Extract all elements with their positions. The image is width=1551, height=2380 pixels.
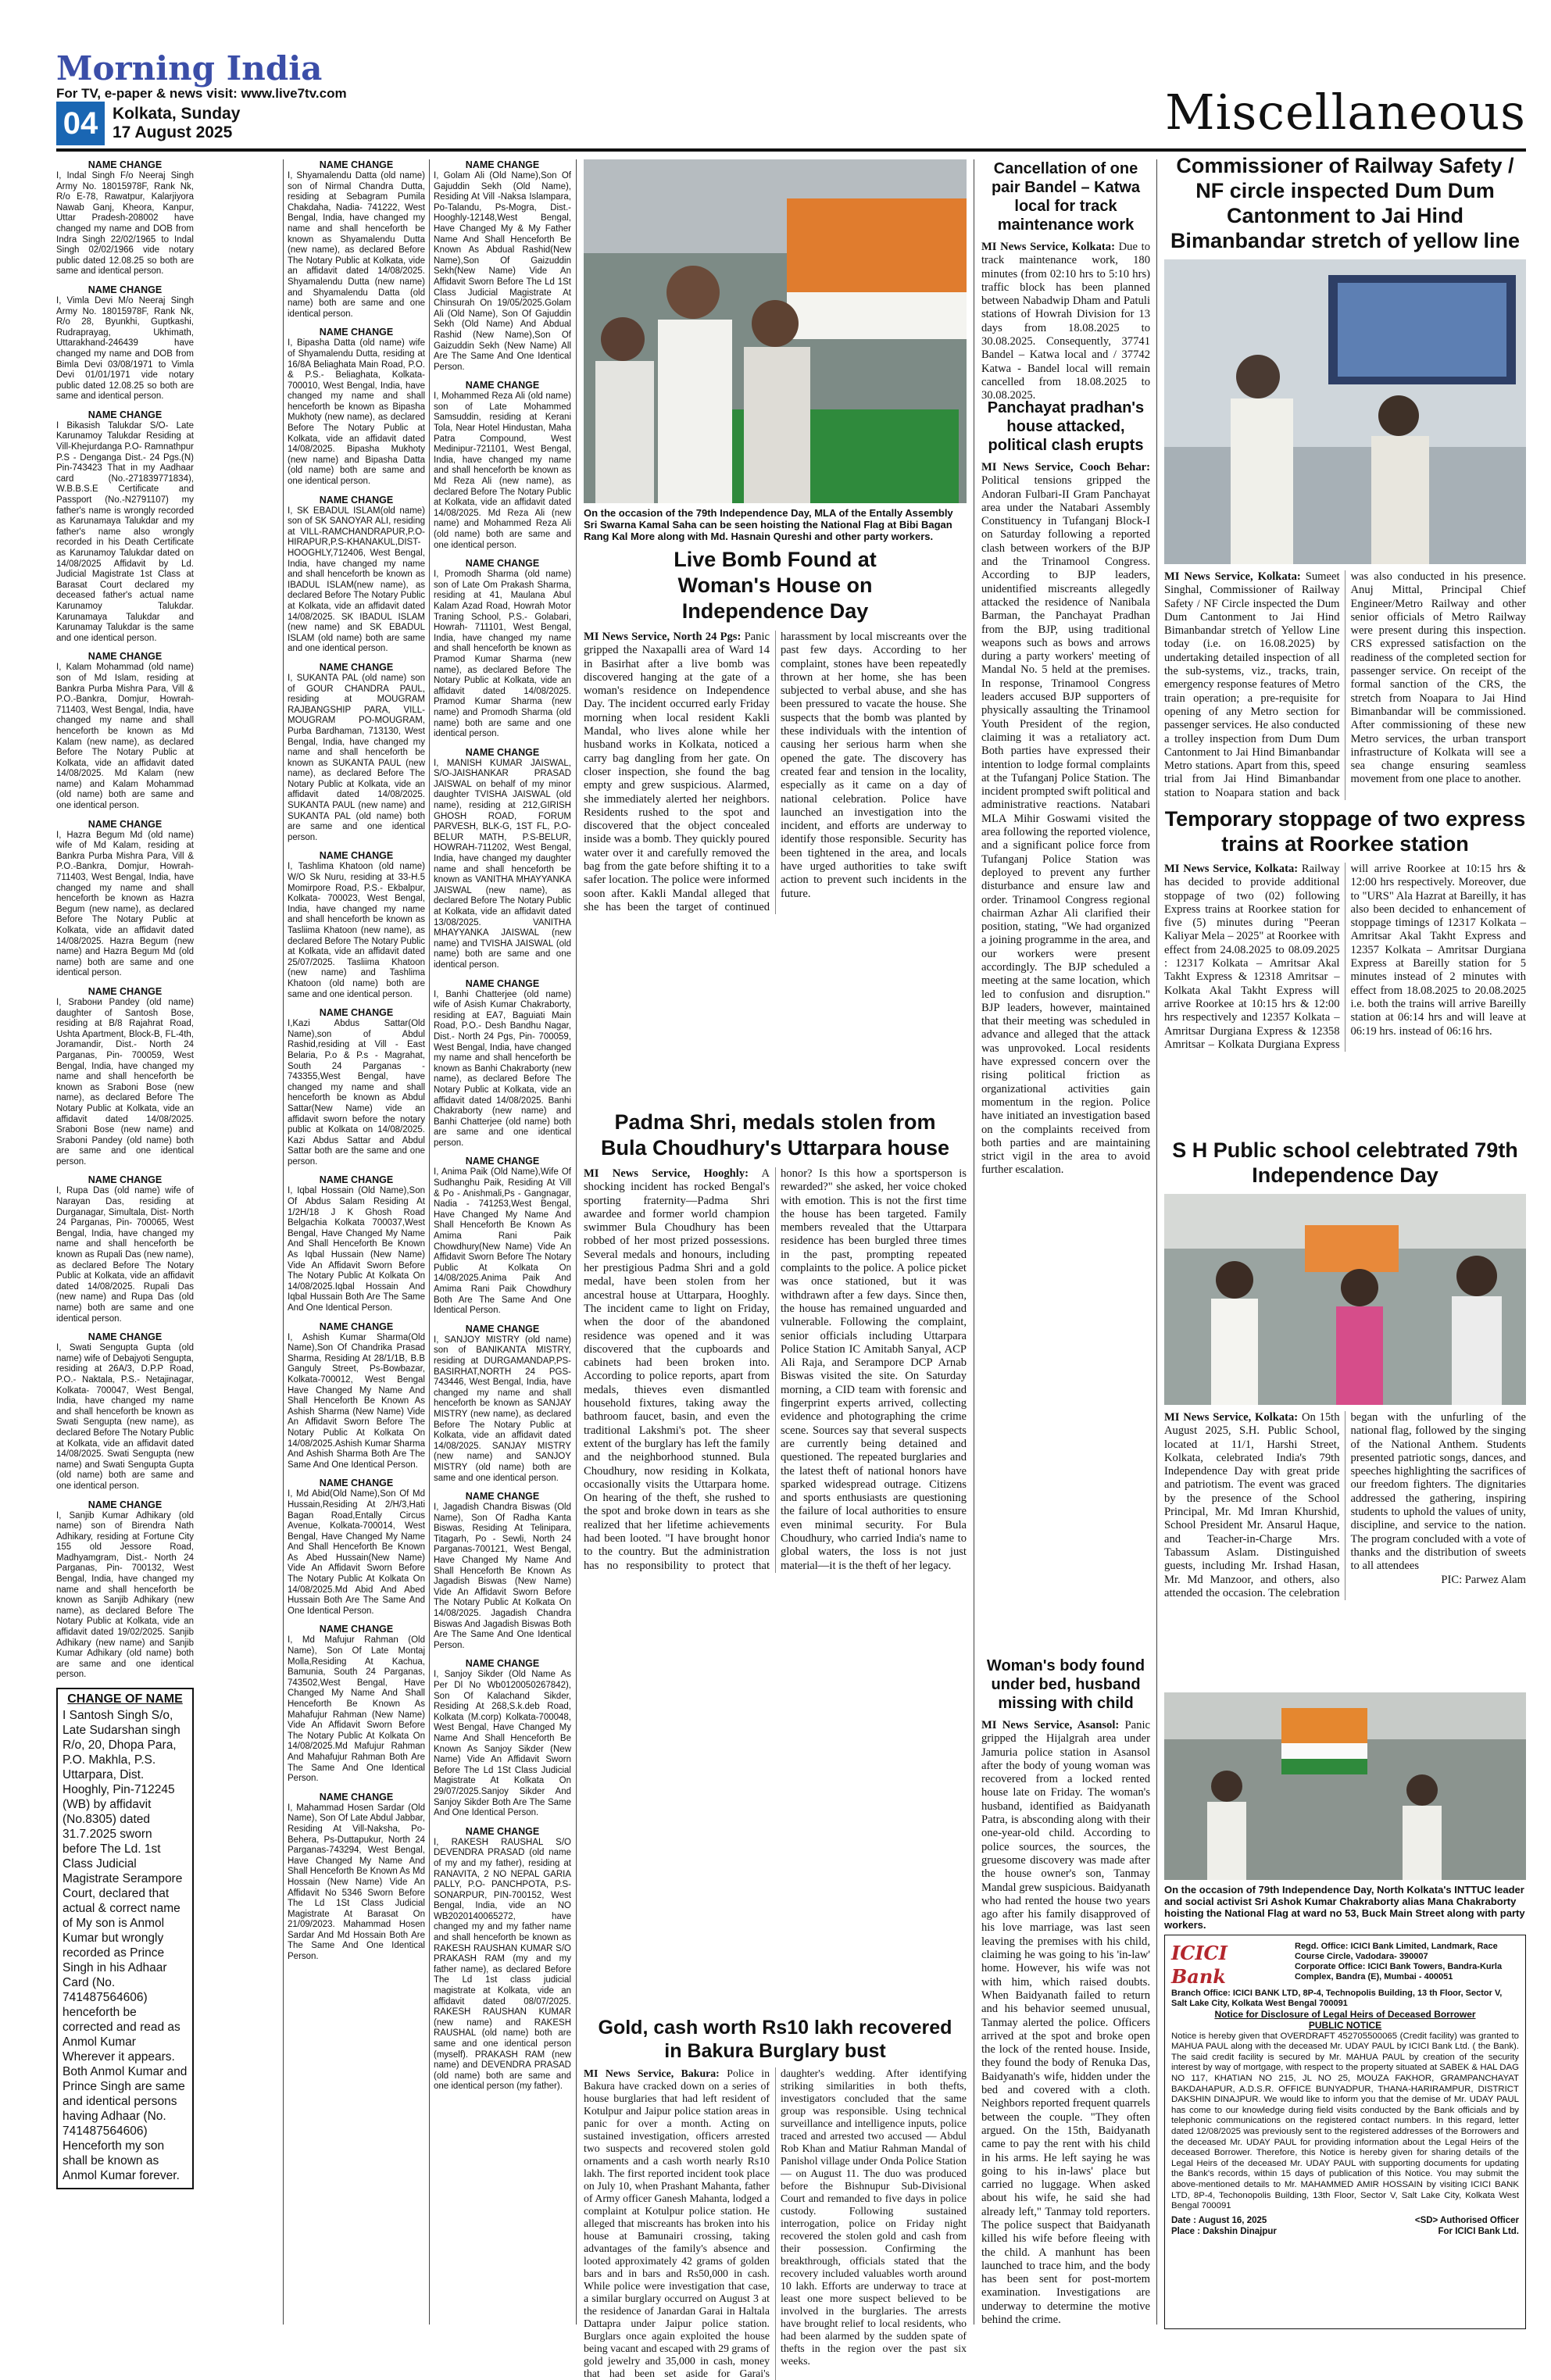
name-change-notice [56, 159, 194, 277]
headline: Live Bomb Found at Woman's House on Independence Day [674, 548, 877, 623]
box-heading: CHANGE OF NAME [67, 1692, 183, 1706]
name-change-notice [288, 159, 425, 320]
byline: MI News Service, Hooghly: [584, 1167, 749, 1180]
notice-heading: NAME CHANGE [88, 1499, 163, 1510]
article-roorkee-trains [1164, 806, 1526, 1135]
article-gold-cash [584, 2016, 967, 2379]
article-body [1164, 1411, 1526, 1600]
name-change-notice [434, 380, 571, 551]
notice-heading: NAME CHANGE [465, 558, 540, 570]
notice-date: Date : August 16, 2025 [1171, 2215, 1267, 2225]
notice-heading: NAME CHANGE [465, 1658, 540, 1670]
photo-1-block [584, 159, 967, 542]
icici-bank-notice [1164, 1935, 1526, 2329]
notice-text: I, Ashish Kumar Sharma(Old Name),Son Of Chandrika Prasad Sharma, Residing At 28/1/1B, B.B Ganguly Street, Ps-Bowbazar, Kolkata-700012, West Bengal Have Changed My Name And Shall Henceforth Be Known As Ashish Sharma (New Name) Vide An Affidavit Sworn Before The Notary Public At Kolkata On 14/08/2025.Ashish Kumar Sharma And Ashish Sharma Both Are The Same And One Identical Person. [288, 1332, 425, 1470]
notice-subtitle: PUBLIC NOTICE [1308, 2020, 1382, 2032]
column-rule [429, 159, 430, 2325]
notice-body: Notice is hereby given that OVERDRAFT 452705500065 (Credit facility) was granted to MAHUA PAUL along with the deceased Mr. UDAY PAUL by ICICI Bank Ltd. ( the Bank). The said credit facility is secured by Mr. MAHUA PAUL by creation of the security interest by way of mortgage, with respect to the property situated at SABEK & HAL DAG NO 117, KHATIAN NO 215, JL NO 25, MOUZA FAKHOR, GRAMPANCHAYAT BAKDAHAPUR, A.D.S.R. OFFICE BUNYADPUR, THANA-HARIRAMPUR, DISTRICT DAKSHIN DINAJPUR. We would like to inform you that the demise of Mr. UDAY PAUL has come to our knowledge during field visits conducted by the Bank officials and by telephonic communications on the registered contact numbers. In this regard, letter dated 12/08/2025 was previously sent to the registered addresses of the Borrowers and the deceased Mr. UDAY PAUL for providing information about the Legal Heirs of the deceased Borrower. Therefore, this Notice is hereby given for sharing details of the Legal Heirs of the deceased Mr. UDAY PAUL with supporting documents for updating the Bank's records, within 15 days of publication of this Notice. You may submit the above-mentioned details to Mr. MAHAMMED AMIR HOSSAIN by visiting ICICI BANK LTD, 8P-4, Techonopolis Building, 13th Floor, Sector V, Salt Lake City, Kolkata West Bengal 700091 [1171, 2031, 1519, 2211]
corp-office: Corporate Office: ICICI Bank Towers, Bandra-Kurla Complex, Bandra (E), Mumbai - 400051 [1295, 1962, 1503, 1982]
notice-heading: NAME CHANGE [88, 284, 163, 295]
article-padma-shri [584, 1110, 967, 2008]
article-text: Sumeet Singhal, Commissioner of Railway Safety / NF Circle inspected the Dum Dum Cantonment to Jai Hind Bimanbandar stretch of Yellow Line today (i.e. on 16.08.2025) by undertaking detailed inspection of all the sub-systems, viz., tracks, train, emergency response features of Metro train operation; a pre-requisite for opening of any Metro section for passenger services. He also conducted a trolley inspection from Dum Dum Cantonment to Jai Hind Bimanbandar Metro stations. Apart from this, speed trial from Jai Hind Bimanbandar station to Noapara station and back was also conducted in his presence. Anuj Mittal, Principal Chief Engineer/Metro Railway and other senior officials of Metro Railway were present during this inspection. CRS expressed satisfaction on the readiness of the completed section for passenger service. On receipt of the formal sanction of the CRS, the stretch from Noapara to Jai Hind Bimanbandar will be commissioned. After commissioning of these new Metro services, the urban transport infrastructure of Kolkata will see a sea change ensuring seamless movement from one place to another. [1164, 570, 1526, 799]
notices-column-2 [288, 159, 425, 2323]
box-text: I Santosh Singh S/o, Late Sudarshan singh R/o, 20, Dhopa Para, P.O. Makhla, P.S. Uttarpara, Dist. Hooghly, Pin-712245 (WB) by affidavit (No.8305) dated 31.7.2025 sworn before The Ld. 1st Class Judicial Magistrate Serampore Court, declared that actual & correct name of My son is Anmol Kumar but wrongly recorded as Prince Singh in his Adhaar Card (No. 741487564606) henceforth be corrected and read as Anmol Kumar Wherever it appears. Both Anmol Kumar and Prince Singh are same and identical persons having Adhaar (No. 741487564606) Henceforth my son shall be known as Anmol Kumar forever. [63, 1708, 188, 2182]
notice-text: I, RAKESH RAUSHAL S/O DEVENDRA PRASAD (old name of my and my father), residing at RANAVITA, 2 NO NEPAL GARIA PALLY, P.O- PANCHPOTA, P.S- SONARPUR, PIN-700152, West Bengal, India, vide an NO WB2020140065272, have changed my and my father name and shall henceforth be known as RAKESH RAUSHAN KUMAR S/O PRAKASH RAM (my and my father name), as declared Before The Ld 1st class judicial magistrate at Kolkata, vide an affidavit dated 08/07/2025. RAKESH RAUSHAN KUMAR (new name) and RAKESH RAUSHAL (old name) both are same and one identical person (myself). PRAKASH RAM (new name) and DEVENDRA PRASAD (old name) both are same and one identical person (my father). [434, 1837, 571, 2092]
notice-text: I, Md Abid(Old Name),Son Of Md Hussain,Residing At 2/H/3,Hati Bagan Road,Entally Circus Avenue, Kolkata-700014, West Bengal, Have Changed My Name And Shall Henceforth Be Known As Abed Hussain(New Name) Vide An Affidavit Sworn Before The Notary Public At Kolkata On 14/08/2025.Md Abid And Abed Hussain Both Are The Same And One Identical Person. [288, 1489, 425, 1616]
name-change-notice [56, 409, 194, 644]
notice-heading: NAME CHANGE [319, 850, 394, 862]
signature-bank: For ICICI Bank Ltd. [1438, 2226, 1519, 2236]
headline: S H Public school celebtrated 79th Independence Day [1172, 1138, 1518, 1187]
notice-heading: NAME CHANGE [319, 1478, 394, 1489]
notice-text: I, Jagadish Chandra Biswas (Old Name), Son Of Radha Kanta Biswas, Residing At Telinipara, Titagarh, Po - Sewli, North 24 Parganas-700121, West Bengal, Have Changed My Name And Shall Henceforth Be Known As Jagadish Biswas (New Name) Vide An Affidavit Sworn Before The Notary Public At Kolkata On 14/08/2025. Jagadish Chandra Biswas And Jagadish Biswas Both Are The Same And One Identical Person. [434, 1503, 571, 1650]
photo-1-caption: On the occasion of the 79th Independence Day, MLA of the Entally Assembly Sri Swarna Kamal Saha can be seen hoisting the National Flag at Bibi Bagan Rang Kal More along with Md. Hasnain Qureshi and other party workers. [584, 507, 953, 542]
notice-heading: NAME CHANGE [465, 977, 540, 989]
article-text: Panic gripped the Hijalgrah area under Jamuria police station in Asansol after the body of young woman was recovered from a locked rented house late on Friday. The woman's husband, identified as Baidyanath Patra, is absconding along with their one-year-old child. According to police sources, the sources, the gruesome discovery was made after the house owner's son, Tanmay Mandal grew suspicious. Baidyanath who had rented the house two years ago after his family disapproved of his love marriage, was last seen leaving the premises with his child, claiming he was going to his 'in-law' home. However, his wife was not with him, which raised doubts. When Baidyanath failed to return and his behavior seemed unusual, Tanmay alerted the police. Officers arrived at the spot and broke open the lock of the rented house. Inside, they found the body of Renuka Das, Baidyanath's wife, hidden under the bed and covered with a cloth. Neighbors reported frequent quarrels between the couple. "They often argued. On the 15th, Baidyanath came to pay the rent with his child in his arms. He left saying he was going to his in-laws' place but carried no luggage. When asked about his wife, he said she had already left," Tanmay told reporters. The police suspect that Baidyanath killed his wife before fleeing with the child. A manhunt has been launched to trace him, and the body has been sent for post-mortem examination. Investigations are underway to determine the motive behind the crime. [981, 1719, 1150, 2327]
column-rule [576, 159, 577, 2325]
photo-metro-inspection [1164, 259, 1526, 564]
name-change-notice [288, 1792, 425, 1963]
byline: MI News Service, Kolkata: [1164, 863, 1299, 875]
notice-text: I, Anima Paik (Old Name),Wife Of Sudhanghu Paik, Residing At Vill & Po - Anishmali,Ps - Gangnagar, Nadia - 741253,West Bengal, Have Changed My Name And Shall Henceforth Be Known As Amima Rani Paik Chowdhury(New Name) Vide An Affidavit Sworn Before The Notary Public At Kolkata On 14/08/2025.Anima Paik And Amima Rani Paik Chowdhury Both Are The Same And One Identical Person. [434, 1167, 571, 1316]
article-text: Political tensions gripped the Andoran Fulbari-II Gram Panchayat area under the Natabari Assembly Constituency in Tufanganj Block-I on Saturday following a reported clash between workers of the BJP and the Trinamool Congress. According to BJP leaders, unidentified miscreants allegedly attacked the residence of Nanibala Barman, the Panchayat Pradhan from the BJP, using traditional weapons such as bows and arrows during a party workers' meeting of Mandal No. 5 held at the premises. In response, Trinamool Congress leaders accused BJP supporters of physically assaulting the Trinamool Youth President of the region, claiming it was a retaliatory act. Both parties have expressed their intention to lodge formal complaints at the Tufanganj Police Station. The incident prompted swift political and administrative reactions. Natabari MLA Mihir Goswami visited the area following the reported violence, and a significant police force from Tufanganj Police Station was deployed to prevent any further disturbance and ensure law and order. Trinamool Congress regional chairman Azhar Ali clarified their position, stating, "We had organized a joining programme in the area, and our workers were present accordingly. The BJP scheduled a meeting at the same location, which led to confusion and disruption." BJP leaders, however, maintained that their meeting was scheduled in advance and alleged that the attack was unprovoked. Local residents have expressed concern over the rising political friction as organizational activities gain momentum in the region. Police have initiated an investigation based on the complaints received from both parties and are maintaining strict vigil in the area to avoid further escalation. [981, 474, 1150, 1177]
name-change-notice [434, 747, 571, 971]
name-change-notice [288, 1624, 425, 1784]
article-body-found [981, 1656, 1150, 2328]
article-body [981, 241, 1150, 403]
article-body [981, 461, 1150, 1177]
notice-text: I, Bipasha Datta (old name) wife of Shyamalendu Dutta, residing at 16/8A Beliaghata Main Road, P.O. & P.S.- Beliaghata, Kolkata- 700010, West Bengal, India, have changed my name and shall henceforth be known as Bipasha Mukhoty (new name), as declared Before The Notary Public at Kolkata, vide an affidavit dated 14/08/2025. Bipasha Mukhoty (new name) and Bipasha Datta (old name) both are same and one identical person. [288, 338, 425, 487]
name-change-notice [434, 1658, 571, 1818]
notice-heading: NAME CHANGE [319, 1007, 394, 1019]
headline: Gold, cash worth Rs10 lakh recovered in Bakura Burglary bust [598, 2017, 952, 2062]
article-panchayat-attack [981, 398, 1150, 1664]
issue-date: 17 August 2025 [113, 123, 233, 141]
name-change-notice [434, 1826, 571, 2092]
byline: MI News Service, Bakura: [584, 2067, 720, 2079]
notice-text: I, Rupa Das (old name) wife of Narayan Das, residing at Durganagar, Simultala, Dist- North 24 Parganas, Pin- 700065, West Bengal, India, have changed my name and shall henceforth be known as Rupali Das (new name), as declared Before The Notary Public at Kolkata, vide an affidavit dated 14/08/2025. Rupali Das (new name) and Rupa Das (old name) both are same and one identical person. [56, 1186, 194, 1324]
notice-text: I, Shyamalendu Datta (old name) son of Nirmal Chandra Dutta, residing at Sebagram Pumila Chakdaha, Nadia- 741222, West Bengal, India, have changed my name and shall henceforth be known as Shyamalendu Dutta (new name), as declared Before The Notary Public at Kolkata, vide an affidavit dated 14/08/2025. Shyamalendu Dutta (new name) and Shyamalendu Datta (old name) both are same and one identical person. [288, 171, 425, 319]
byline: MI News Service, North 24 Pgs: [584, 631, 742, 643]
photo-2-block [1164, 1692, 1526, 1931]
notice-text: I, SANJOY MISTRY (old name) son of BANIKANTA MISTRY, residing at DURGAMANDAP,PS-BASIRHAT,NORTH 24 PGS-743446, West Bengal, India, have changed my name and shall henceforth be known as SANJAY MISTRY (new name), as declared Before The Notary Public at Kolkata, vide an affidavit dated 14/08/2025. SANJAY MISTRY (new name) and SANJOY MISTRY (old name) both are same and one identical person. [434, 1335, 571, 1483]
notice-text: I, SUKANTA PAL (old name) son of GOUR CHANDRA PAUL, residing at MOUGRAM RAJBANGSHIP PARA, VILL-MOUGRAM PO-MOUGRAM, Purba Bardhaman, 713130, West Bengal, India, have changed my name and shall henceforth be known as SUKANTA PAUL (new name), as declared Before The Notary Public at Kolkata, vide an affidavit dated 14/08/2025. SUKANTA PAUL (new name) and SUKANTA PAL (old name) both are same and one identical person. [288, 673, 425, 842]
notice-heading: NAME CHANGE [465, 1491, 540, 1503]
notices-column-1 [56, 159, 194, 2323]
notice-heading: NAME CHANGE [319, 1320, 394, 1332]
byline: MI News Service, Kolkata: [1164, 570, 1301, 583]
notice-heading: NAME CHANGE [465, 746, 540, 758]
photo-2-caption: On the occasion of 79th Independence Day, North Kolkata's INTTUC leader and social activist Sri Ashok Kumar Chakraborty alias Mana Chakraborty hoisting the National Flag at ward no 53, Buck Main Street along with party workers. [1164, 1884, 1525, 1931]
article-live-bomb [584, 547, 967, 1102]
notice-heading: NAME CHANGE [88, 409, 163, 420]
header-rule [56, 148, 1526, 152]
headline: Cancellation of one pair Bandel – Katwa local for track maintenance work [991, 160, 1141, 234]
notice-text: I, Kalam Mohammad (old name) son of Md Islam, residing at Bankra Purba Mishra Para, Vill & P.O.-Bankra, Domjur, Howrah- 711403, West Bengal, India, have changed my name and shall henceforth be known as Md Kalam (new name), as declared Before The Notary Public at Kolkata, vide an affidavit dated 14/08/2025. Md Kalam (new name) and Kalam Mohammad (old name) both are same and one identical person. [56, 663, 194, 811]
name-change-notice [56, 1331, 194, 1492]
headline: Woman's body found under bed, husband missing with child [986, 1657, 1145, 1712]
headline: Temporary stoppage of two express trains at Roorkee station [1164, 807, 1526, 856]
masthead [56, 49, 347, 102]
notice-text: I, Golam Ali (Old Name),Son Of Gajuddin Sekh (Old Name), Residing At Vill -Naksa Islampara, Po-Talandu, Ps-Mogra, Dist.- Hooghly-12148,West Bengal, Have Changed My & My Father Name And Shall Henceforth Be Known As Abdual Rashid(New Name),Son Of Gaizuddin Sekh(New Name) Vide An Affidavit Sworn Before The Ld 1St Class Judicial Magistrate At Chinsurah On 19/05/2025.Golam Ali (Old Name), Son Of Gajuddin Sekh (Old Name) And Abdual Rashid (New Name),Son Of Gaizuddin Sekh (New Name) All Are The Same And One Identical Person. [434, 171, 571, 372]
name-change-notice [288, 495, 425, 655]
article-bandel-katwa [981, 159, 1150, 402]
article-body [584, 2067, 967, 2380]
article-sh-public-school [1164, 1138, 1526, 1685]
byline: MI News Service, Kolkata: [981, 241, 1115, 253]
name-change-notice [434, 1491, 571, 1651]
notice-heading: NAME CHANGE [88, 1174, 163, 1186]
page-number: 04 [56, 102, 105, 145]
notice-text: I, Indal Singh F/o Neeraj Singh Army No. 18015978F, Rank Nk, R/o E-78, Rawatpur, Kalarjiyora Nawab Ganj, Kheora, Kanpur, Uttar Pradesh-208002 have changed my name and DOB from Indra Singh 22/02/1965 to Indal Singh 02/02/1966 vide notary public dated 12.08.25 so both are same and identical person. [56, 171, 194, 277]
article-body [584, 1167, 967, 1573]
regd-office: Regd. Office: ICICI Bank Limited, Landmark, Race Course Circle, Vadodara- 390007 [1295, 1942, 1498, 1961]
ad-header [1171, 1942, 1519, 1989]
name-change-notice [434, 159, 571, 373]
notice-text: I, Promodh Sharma (old name) son of Late Om Prakash Sharma, residing at 41, Maulana Abul Kalam Azad Road, Howrah Motor Traning School, P.S.- Golabari, Howrah- 711101, West Bengal, India, have changed my name and shall henceforth be known as Pramod Kumar Sharma (new name), as declared Before The Notary Public at Kolkata, vide an affidavit dated 14/08/2025. Pramod Kumar Sharma (new name) and Promodh Sharma (old name) both are same and one identical person. [434, 570, 571, 739]
column-rule [283, 159, 284, 2325]
name-change-notice [434, 558, 571, 740]
branch-office: Branch Office: ICICI BANK LTD, 8P-4, Technopolis Building, 13 th Floor, Sector V, Salt Lake City, Kolkata West Bengal 700091 [1171, 1989, 1503, 2008]
notice-title: Notice for Disclosure of Legal Heirs of Deceased Borrower [1214, 2009, 1476, 2020]
notice-heading: NAME CHANGE [88, 818, 163, 830]
article-body [1164, 863, 1526, 1052]
notice-text: I, Swati Sengupta Gupta (old name) wife of Debajyoti Sengupta, residing at 26A/3, D.P.P Road, P.O.- Naktala, P.S.- Netajinagar, Kolkata- 700047, West Bengal, India, have changed my name and shall henceforth be known as Swati Sengupta (new name), as declared Before The Notary Public at Kolkata, vide an affidavit dated 14/08/2025. Swati Sengupta (new name) and Swati Sengupta Gupta (old name) both are same and one identical person. [56, 1343, 194, 1491]
notice-heading: NAME CHANGE [88, 1331, 163, 1343]
article-crs-inspection [1164, 153, 1526, 802]
name-change-notice [288, 1007, 425, 1167]
headline: Padma Shri, medals stolen from Bula Choudhury's Uttarpara house [601, 1110, 949, 1160]
notice-heading: NAME CHANGE [465, 380, 540, 391]
notice-heading: NAME CHANGE [465, 1323, 540, 1335]
article-text: Railway has decided to provide additional stoppage of two (02) following Express trains at Roorkee station for five (5) minutes during "Peeran Kaliyar Mela – 2025" at Roorkee with effect from 24.08.2025 to 08.09.2025 : 12317 Kolkata – Amritsar Akal Takht Express & 12318 Amritsar – Kolkata Akal Takht Express will arrive Roorkee at 10:15 hrs & 12:00 hrs respectively and 12357 Kolkata – Amritsar Durgiana Express & 12358 Amritsar – Kolkata Durgiana Express will arrive Roorkee at 10:15 hrs & 12:00 hrs respectively. Moreover, due to "URS" Ala Hazrat at Bareilly, it has also been decided to enhancement of stoppage timings of 12317 Kolkata – Amritsar Akal Takht Express and 12357 Kolkata – Amritsar Durgiana Express at Bareilly station for 5 minutes instead of 2 minutes with effect from 18.08.2025 to 20.08.2025 i.e. both the trains will arrive Bareilly station at 06:14 hrs and will leave at 06:19 hrs. instead of 06:16 hrs. [1164, 863, 1526, 1051]
notice-heading: NAME CHANGE [319, 661, 394, 673]
name-change-notice [56, 651, 194, 811]
notice-heading: NAME CHANGE [319, 1791, 394, 1803]
notice-heading: NAME CHANGE [319, 327, 394, 338]
name-change-notice [56, 986, 194, 1168]
article-text: Panic gripped the Naxapalli area of Ward 14 in Basirhat after a live bomb was discovered hanging at the gate of a woman's residence on Independence Day. The incident occurred early Friday morning when local resident Kakli Mandal, who lives alone while her husband works in Kolkata, noticed a carry bag dangling from her gate. On closer inspection, she found the bag empty and grew suspicious. Alarmed, she immediately alerted her neighbors. Residents rushed to the spot and discovered that the object concealed inside was a bomb. They quickly poured water over it and carefully removed the bag from the gate before shifting it to a safer location. The police were informed soon after. Kakli Mandal alleged that she has been the target of continued harassment by local miscreants over the past few days. According to her complaint, stones have been repeatedly thrown at her home, she has been subjected to verbal abuse, and she has been pressured to vacate the house. She suspects that the bomb was planted by these individuals with the intention of causing her serious harm when she opened the gate. The discovery has created fear and tension in the locality, especially as it came on a day of national celebration. Police have launched an investigation into the incident, and efforts are underway to identify those responsible. Security has been tightened in the area, and locals have urged authorities to take swift action to prevent such incidents in the future. [584, 631, 967, 913]
notice-heading: NAME CHANGE [465, 1156, 540, 1167]
article-text: A shocking incident has rocked Bengal's sporting fraternity—Padma Shri awardee and former world champion swimmer Bula Choudhury has been robbed of her most prized possessions. Several medals and honours, including her prestigious Padma Shri and a gold medal, have been stolen from her ancestral house at Uttarpara, Hooghly. The incident came to light on Friday, when the door of the abandoned residence was opened and it was discovered that the cupboards and cabinets had been broken into. According to police reports, apart from medals, thieves even dismantled household fixtures, taking away the bathroom faucet, basin, and even the traditional Lakshmi's pot. The sheer extent of the burglary has left the family and the neighborhood stunned. Bula Choudhury, now residing in Kolkata, occasionally visits the Uttarpara home. On hearing of the theft, she rushed to the spot and broke down in tears as she realized that her lifetime achievements had been looted. "I have brought honor to the country. But the administration has no responsibility to protect that honor? Is this how a sportsperson is rewarded?" she asked, her voice choked with emotion. This is not the first time the house has been targeted. Family members revealed that the Uttarpara residence has been burgled three times in the past, prompting repeated complaints to the police. A police picket was once stationed, but it was withdrawn after a few days. Since then, the house has remained unguarded and vulnerable. Following the complaint, senior officials including Uttarpara Police Station IC Amitabh Sanyal, ACP Ali Raja, and Serampore DCP Arnab Biswas visited the site. On Saturday morning, a CID team with forensic and fingerprint experts arrived, collecting evidence and photographing the crime scene. Sources say that several suspects are currently being detained and questioned. The repeated burglaries and the latest theft of national honors have sparked widespread outrage. Citizens and sports enthusiasts are questioning the failure of local authorities to ensure even minimal security. For Bula Choudhury, who carried India's name to global waters, the loss is not just material—it is the theft of her legacy. [584, 1167, 967, 1572]
name-change-notice [434, 1156, 571, 1316]
signature: <SD> Authorised Officer [1414, 2215, 1519, 2225]
column-rule [1156, 159, 1157, 2325]
notice-text: I, Sanjoy Sikder (Old Name As Per Dl No Wb0120050267842), Son Of Kalachand Sikder, Residing At 268,S.k.deb Road, Kolkata (M.corp) Kolkata-700048, West Bengal, Have Changed My Name And Shall Henceforth Be Known As Sanjoy Sikder (New Name) Vide An Affidavit Sworn Before The Ld 1St Class Judicial Magistrate At Kolkata On 29/07/2025.Sanjoy Sikder And Sanjoy Sikder Both Are The Same And One Identical Person. [434, 1670, 571, 1818]
tagline: For TV, e-paper & news visit: www.live7tv.com [56, 86, 347, 101]
name-change-notice [288, 662, 425, 844]
name-change-notice [56, 284, 194, 402]
notice-heading: NAME CHANGE [88, 985, 163, 997]
notice-text: I, Hazra Begum Md (old name) wife of Md Kalam, residing at Bankra Purba Mishra Para, Vill & P.O.-Bankra, Domjur, Howrah- 711403, West Bengal, India, have changed my name and shall henceforth be known as Hazra Begum (new name), as declared Before The Notary Public at Kolkata, vide an affidavit dated 14/08/2025. Hazra Begum (new name) and Hazra Begum Md (old name) both are same and one identical person. [56, 830, 194, 978]
article-body [584, 631, 967, 914]
notice-text: I, Vimla Devi M/o Neeraj Singh Army No. 18015978F, Rank Nk, R/o 28, Byunkhi, Guptkashi, Rudraprayag, Ukhimath, Uttarakhand-246439 have changed my name and DOB from Bimla Devi 03/08/1971 to Vimla Devi 01/01/1971 vide notary public dated 12.08.25 so both are same and identical person. [56, 295, 194, 402]
notice-text: I, Banhi Chatterjee (old name) wife of Asish Kumar Chakraborty, residing at EA7, Baguiati Main Road, P.O.- Desh Bandhu Nagar, Dist.- North 24 Pgs, Pin- 700059, West Bengal, India, have changed my name and shall henceforth be known as Banhi Chakraborty (new name), as declared Before The Notary Public at Kolkata, vide an affidavit dated 14/08/2025. Banhi Chakraborty (new name) and Banhi Chatterjee (old name) both are same and one identical person. [434, 989, 571, 1148]
article-text: On 15th August 2025, S.H. Public School, located at 11/1, Harshi Street, Kolkata, celebrated India's 79th Independence Day with great pride and patriotism. The event was graced by the presence of the School Principal, Mr. Md Imran Khurshid, School President Mr. Ansarul Haque, and Teacher-in-Charge Mrs. Tabassum Aslam. Distinguished guests, including Mr. Irshad Hasan, Mr. Md Manzoor, and others, also attended the occasion. The celebration began with the unfurling of the national flag, followed by the singing of the National Anthem. Students presented patriotic songs, dances, and speeches highlighting the sacrifices of our freedom fighters. The dignitaries addressed the gathering, inspiring students to uphold the values of unity, discipline, and service to the nation. The program concluded with a vote of thanks and the distribution of sweets to all attendees [1164, 1411, 1526, 1599]
dateline [113, 105, 240, 142]
name-change-notice [56, 1174, 194, 1324]
notice-text: I,Kazi Abdus Sattar(Old Name),son of Abdul Rashid,residing at Vill - East Belaria, P.o & P.s - Magrahat, South 24 Parganas - 743355,West Bengal, have changed my name and shall henceforth be known as Abdul Sattar(New Name) vide an affidavit sworn before the notary public at Kolkata on 14/08/2025. Kazi Abdus Sattar and Abdul Sattar both are the same and one person. [288, 1019, 425, 1167]
name-change-notice [288, 327, 425, 487]
notice-heading: NAME CHANGE [88, 159, 163, 170]
byline: MI News Service, Kolkata: [1164, 1411, 1299, 1424]
section-title: Miscellaneous [1165, 84, 1526, 141]
notice-heading: NAME CHANGE [319, 1174, 394, 1186]
photo-ward-53-flag [1164, 1692, 1526, 1880]
notice-heading: NAME CHANGE [319, 1624, 394, 1635]
notice-place: Place : Dakshin Dinajpur [1171, 2226, 1277, 2236]
photo-credit: PIC: Parwez Alam [1441, 1573, 1526, 1586]
notice-text: I, Md Mafujur Rahman (Old Name), Son Of Late Montaj Molla,Residing At Kachua, Bamunia, South 24 Parganas, 743502,West Bengal, Have Changed My Name And Shall Henceforth Be Known As Mahafujur Rahman (New Name) Vide An Affidavit Sworn Before The Notary Public At Kolkata On 14/08/2025.Md Mafujur Rahman And Mahafujur Rahman Both Are The Same And One Identical Person. [288, 1635, 425, 1784]
notice-text: I, SK EBADUL ISLAM(old name) son of SK SANOYAR ALI, residing at VILL-RAMCHANDRAPUR,P.O-HIRAPUR,P.S-KHANAKUL,DIST-HOOGHLY,712406, West Bengal, India, have changed my name and shall henceforth be known as IBADUL ISLAM(new name), as declared Before The Notary Public at Kolkata, vide an affidavit dated 14/08/2025. SK IBADUL ISLAM (new name) and SK EBADUL ISLAM (old name) both are same and one identical person. [288, 506, 425, 654]
notice-heading: NAME CHANGE [465, 1825, 540, 1837]
brand-logo: Morning India [56, 49, 323, 88]
notice-text: I, Tashlima Khatoon (old name) W/O Sk Nuru, residing at 33-H.5 Momirpore Road, P.S.- Ekbalpur, Kolkata- 700023, West Bengal, India, have changed my name and shall henceforth be known as Tasliima Khatoon (new name), as declared Before The Notary Public at Kolkata, vide an affidavit dated 25/07/2025. Tasliima Khatoon (new name) and Tashlima Khatoon (old name) both are same and one identical person. [288, 862, 425, 999]
name-change-notice [288, 1321, 425, 1471]
notice-heading: NAME CHANGE [465, 159, 540, 170]
name-change-notice [288, 850, 425, 1000]
notice-text: I, Sanjib Kumar Adhikary (old name) son of Birendra Nath Adhikary, residing at Fortune City 155 old Jessore Road, Madhyamgram, Dist.- North 24 Parganas, Pin- 700132, West Bengal, India, have changed my name and shall henceforth be known as Sanjib Adhikary (new name), as declared Before The Notary Public at Kolkata, vide an affidavit dated 19/02/2025. Sanjib Adhikary (new name) and Sanjib Kumar Adhikary (old name) both are same and one identical person. [56, 1510, 194, 1680]
article-text: Due to track maintenance work, 180 minutes (from 02:10 hrs to 5:10 hrs) traffic block has been planned between Nabadwip Dham and Patuli stations of Howrah Division for 13 days from 18.08.2025 to 30.08.2025. Consequently, 37741 Bandel – Katwa local and / 37742 Katwa - Bandel local will remain cancelled from 18.08.2025 to 30.08.2025. [981, 241, 1150, 402]
headline: Panchayat pradhan's house attacked, political clash erupts [987, 399, 1145, 454]
notices-column-3 [434, 159, 571, 2323]
notice-heading: NAME CHANGE [319, 494, 394, 506]
name-change-notice [288, 1174, 425, 1313]
notice-text: I, Mahammad Hosen Sardar (Old Name), Son Of Late Abdul Jabbar, Residing At Vill-Naksha, Po-Behera, Ps-Duttapukur, North 24 Parganas-743294, West Bengal, Have Changed My Name And Shall Henceforth Be Known As Md Hossain (New Name) Vide An Affidavit No 5346 Sworn Before The Ld 1St Class Judicial Magistrate At Barasat On 21/09/2023. Mahammad Hosen Sardar And Md Hossain Both Are The Same And One Identical Person. [288, 1803, 425, 1962]
photo-flag-hoisting [584, 159, 967, 503]
name-change-notice [56, 1499, 194, 1681]
name-change-notice [434, 978, 571, 1149]
article-body [981, 1719, 1150, 2327]
article-body [1164, 570, 1526, 800]
name-change-notice [288, 1478, 425, 1617]
notice-heading: NAME CHANGE [319, 159, 394, 170]
byline: MI News Service, Cooch Behar: [981, 461, 1150, 473]
article-text: Police in Bakura have cracked down on a series of house burglaries that had left resident of Kotulpur and Jaipur police station areas in panic for over a month. Acting on sustained investigation, officers arrested two suspects and recovered stolen gold ornaments and a cash worth nearly Rs10 lakh. The first reported incident took place on July 10, when Prashant Mahanta, father of Army officer Ganesh Mahanta, lodged a complaint at Kotulpur police station. He alleged that miscreants has broken into his house at Bamunairi crossing, taking advantages of the family's absence and looted approximately 42 grams of golden bars and in bars and Rs50,000 in cash. While police were investigation that case, a similar burglary occurred on August 3 at the residence of Janardan Garai in Haltala Dattapra under Jaipur police station. Burglars once again exploited the house being vacant and escaped with 29 grams of gold jewelry and 35,000 in cash, money that had been set aside for Garai's daughter's wedding. After identifying striking similarities in both thefts, investigators concluded that the same group was responsible. Using technical surveillance and intelligence inputs, police traced and arrested two accused — Abdul Rob Khan and Matiur Rahman Mandal of Panishol village under Onda Police Station — on August 11. The duo was produced before the Bishnupur Sub-Divisional Court and remanded to five days in police custody. Following sustained interrogation, police on Friday night recovered the stolen gold and cash from their possession. Confirming the breakthrough, officials stated that the recovery included valuables worth around 10 lakh. Efforts are underway to trace at least one more suspect believed to be involved in the burglaries. The arrests have brought relief to local residents, who had been alarmed by the sudden spate of thefts in the region over the past six weeks. [584, 2067, 967, 2379]
place: Kolkata, Sunday [113, 105, 241, 123]
name-change-notice [56, 819, 194, 979]
photo-school-celebration [1164, 1194, 1526, 1405]
byline: MI News Service, Asansol: [981, 1719, 1120, 1731]
notice-heading: NAME CHANGE [88, 651, 163, 663]
notice-text: I, MANISH KUMAR JAISWAL, S/O-JAISHANKAR PRASAD JAISWAL on behalf of my minor daughter TVISHA JAISWAL (old name), residing at 212,GIRISH GHOSH ROAD, FORUM PARVESH, BLK-G, 1ST FL, P.O-BELUR MATH, P.S-BELUR, HOWRAH-711202, West Bengal, India, have changed my daughter name and shall henceforth be known as VANITHA MHAYYANKA JAISWAL (new name), as declared Before The Notary Public at Kolkata, vide an affidavit dated 13/08/2025. VANITHA MHAYYANKA JAISWAL (new name) and TVISHA JAISWAL (old name) both are same and one identical person. [434, 758, 571, 970]
notice-text: I, Mohammed Reza Ali (old name) son of Late Mohammed Samsuddin, residing at Kerani Tola, Near Hotel Hindustan, Maha Patra Compound, West Medinipur-721101, West Bengal, India, have changed my name and shall henceforth be known as Md Reza Ali (new name), as declared Before The Notary Public at Kolkata, vide an affidavit dated 14/08/2025. Md Reza Ali (new name) and Mohammed Reza Ali (old name) both are same and one identical person. [434, 391, 571, 550]
name-change-notice [434, 1324, 571, 1484]
notice-text: I, Iqbal Hossain (Old Name),Son Of Abdus Salam Residing At 1/2H/18 J K Ghosh Road Belgachia Kolkata 700037,West Bengal, Have Changed My Name And Shall Henceforth Be Known As Iqbal Hussain (New Name) Vide An Affidavit Sworn Before The Notary Public At Kolkata On 14/08/2025.Iqbal Hossain And Iqbal Hussain Both Are The Same And One Identical Person. [288, 1186, 425, 1313]
headline: Commissioner of Railway Safety / NF circle inspected Dum Dum Cantonment to Jai Hind Bimanbandar stretch of yellow line [1170, 154, 1521, 252]
notice-text: I, Srabони Pandey (old name) daughter of Santosh Bose, residing at B/8 Rajahrat Road, Ushta Apartment, Block-B, FL-4th, Joramandir, Dist.- North 24 Parganas, Pin- 700059, West Bengal, India, have changed my name and shall henceforth be known as Sraboni Bose (new name), as declared Before The Notary Public at Kolkata, vide an affidavit dated 14/08/2025. Sraboni Bose (new name) and Sraboni Pandey (old name) both are same and one identical person. [56, 997, 194, 1167]
notice-text: I Bikasish Talukdar S/O- Late Karunamoy Talukdar Residing at Vill-Khejurdanga P.O- Ramnathpur P.S - Denganga Dist.- 24 Pgs.(N) Pin-743423 That in my Aadhaar card (No.-271839771834), W.B.B.S.E Certificate and Passport (No.-N2791107) my father's name is wrongly recorded as Karunamaya Talukdar and my father's name also wrongly recorded in his Death Certificate as Karunamoy Talukdar dated on 14/08/2025 Affidavit by Ld. Judicial Magistrate 1st Class at Barasat Court declared my deceased father's actual name Karunamoy Talukdar. Karunamaya Talukdar and Karunamay Talukdar is the same and one identical person. [56, 420, 195, 643]
icici-bank-logo-icon: ICICI Bank [1171, 1942, 1228, 1988]
change-of-name-box [56, 1688, 194, 2189]
